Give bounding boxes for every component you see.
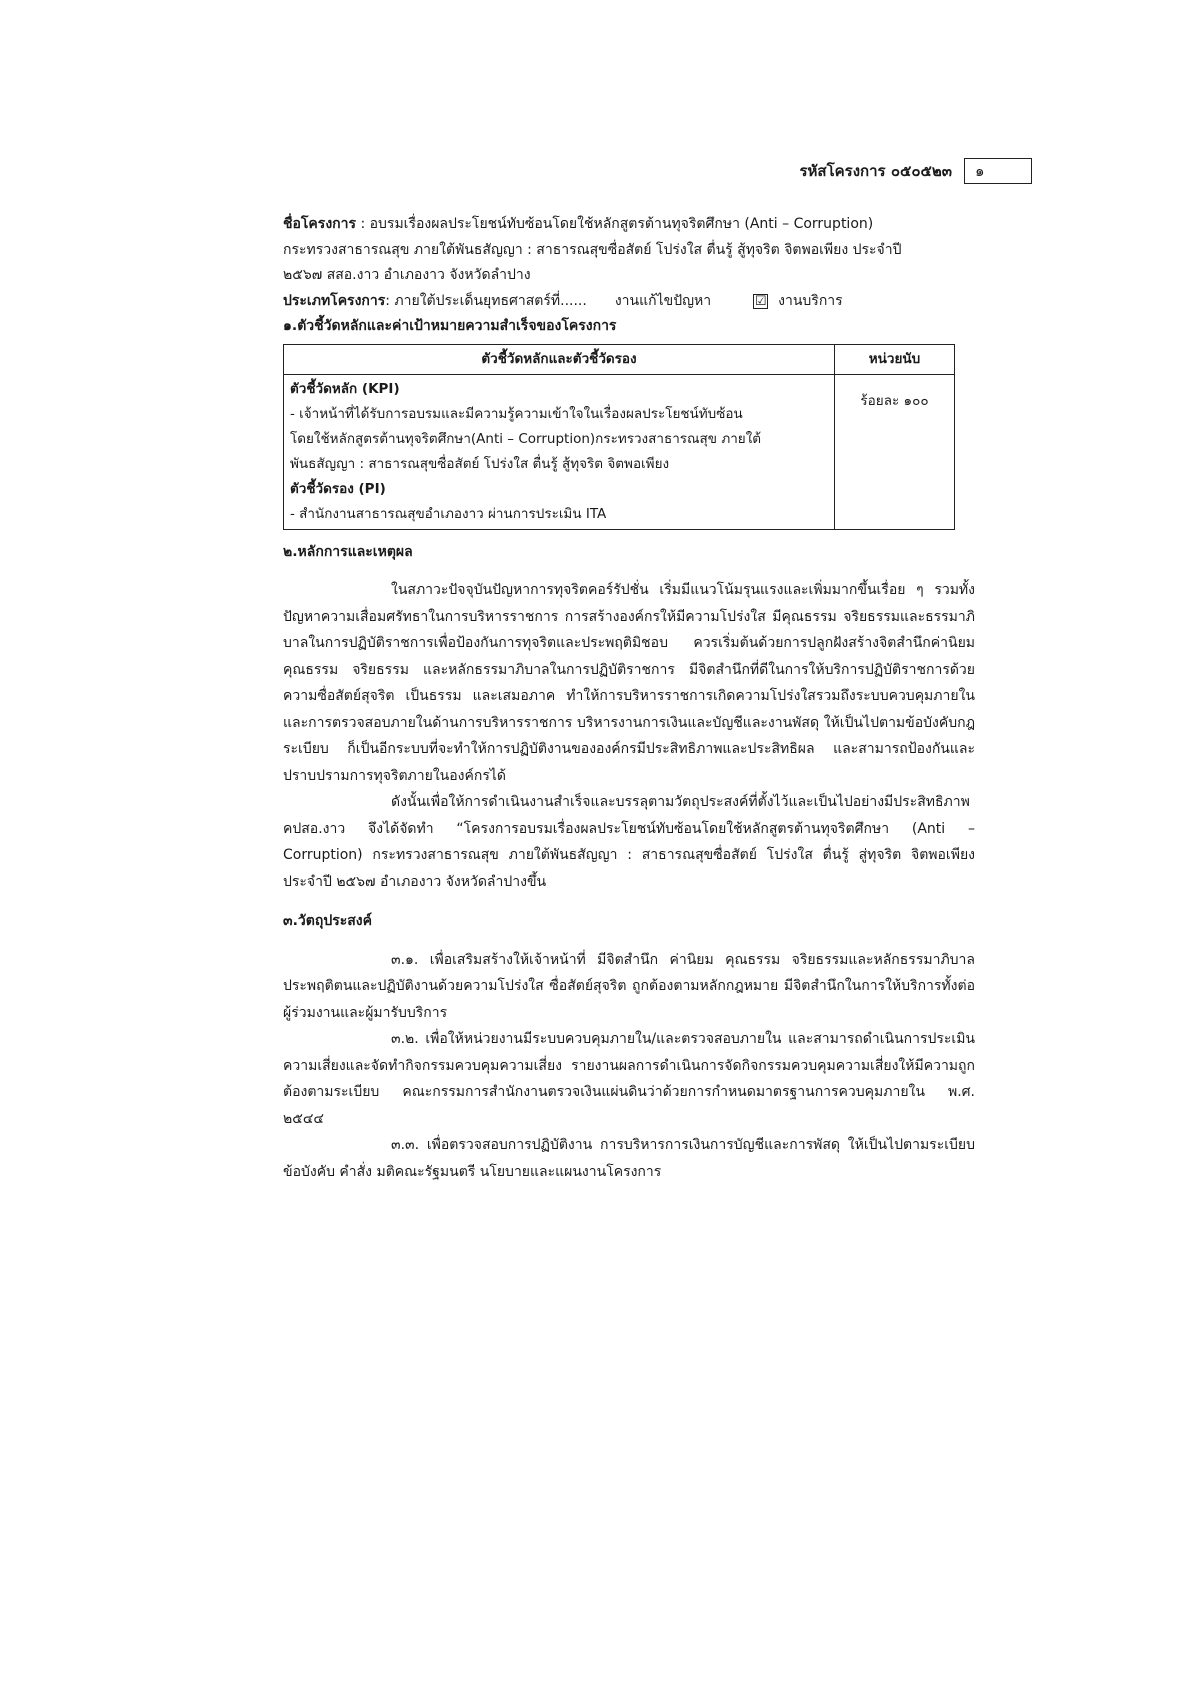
checkmark-icon: ☑ <box>754 293 767 309</box>
pi-line-1: - สำนักงานสาธารณสุขอำเภองาว ผ่านการประเมิน ITA <box>290 505 607 522</box>
kpi-line-1: - เจ้าหน้าที่ได้รับการอบรมและมีความรู้ความเข้าใจในเรื่องผลประโยชน์ทับซ้อน <box>290 405 743 422</box>
pi-label: ตัวชี้วัดรอง (PI) <box>290 480 386 497</box>
section3-heading: ๓.วัตถุประสงค์ <box>283 913 372 929</box>
project-name-line-3: ๒๕๖๗ สสอ.งาว อำเภองาว จังหวัดลำปาง <box>283 267 531 283</box>
kpi-line-2: โดยใช้หลักสูตรต้านทุจริตศึกษา(Anti – Corruption)กระทรวงสาธารณสุข ภายใต้ <box>290 430 762 447</box>
page-number-box <box>964 158 1032 184</box>
kpi-table-header-row <box>284 344 955 374</box>
kpi-line-3: พันธสัญญา : สาธารณสุขซื่อสัตย์ โปร่งใส ตื่นรู้ สู้ทุจริต จิตพอเพียง <box>290 455 670 472</box>
project-code: รหัสโครงการ ๐๕๐๕๒๓ <box>799 162 952 180</box>
unit-cell: ร้อยละ ๑๐๐ <box>835 374 955 529</box>
project-name-line <box>283 212 975 238</box>
service-checkbox <box>753 294 768 309</box>
document-body <box>283 212 975 1185</box>
project-code-header <box>799 158 1032 184</box>
project-type-label: ประเภทโครงการ <box>283 292 386 309</box>
page-number: ๑ <box>975 162 985 180</box>
rationale-paragraph-1: ในสภาวะปัจจุบันปัญหาการทุจริตคอร์รัปชั่น เริ่มมีแนวโน้มรุนแรงและเพิ่มมากขึ้นเรื่อย ๆ รวมทั้งปัญหาความเสื่อมศรัทธาในการบริหารราชการ การสร้างองค์กรให้มีความโปร่งใส มีคุณธรรม จริยธรรมและธรรมาภิบาลในการปฏิบัติราชการเพื่อป้องกันการทุจริตและประพฤติมิชอบ ควรเริ่มต้นด้วยการปลูกฝังสร้างจิตสำนึกค่านิยม คุณธรรม จริยธรรม และหลักธรรมาภิบาลในการปฏิบัติราชการ มีจิตสำนึกที่ดีในการให้บริการปฏิบัติราชการด้วยความซื่อสัตย์สุจริต เป็นธรรม และเสมอภาค ทำให้การบริหารราชการเกิดความโปร่งใสรวมถึงระบบควบคุมภายในและการตรวจสอบภายในด้านการบริหารราชการ บริหารงานการเงินและบัญชีและงานพัสดุ ให้เป็นไปตามข้อบังคับกฎ ระเบียบ ก็เป็นอีกระบบที่จะทำให้การปฏิบัติงานขององค์กรมีประสิทธิภาพและประสิทธิผล และสามารถป้องกันและปราบปรามการทุจริตภายในองค์กรได้ <box>283 582 975 784</box>
project-name-text: : อบรมเรื่องผลประโยชน์ทับซ้อนโดยใช้หลักสูตรต้านทุจริตศึกษา (Anti – Corruption) <box>356 216 874 232</box>
objective-2: ๓.๒. เพื่อให้หน่วยงานมีระบบควบคุมภายใน/และตรวจสอบภายใน และสามารถดำเนินการประเมินความเสี่ยงและจัดทำกิจกรรมควบคุมความเสี่ยง รายงานผลการดำเนินการจัดกิจกรรมควบคุมความเสี่ยงให้มีความถูกต้องตามระเบียบ คณะกรรมการสำนักงานตรวจเงินแผ่นดินว่าด้วยการกำหนดมาตรฐานการควบคุมภายใน พ.ศ. ๒๕๔๔ <box>283 1031 975 1127</box>
section1-heading: ๑.ตัวชี้วัดหลักและค่าเป้าหมายความสำเร็จของโครงการ <box>283 318 617 334</box>
kpi-table-row <box>284 374 955 529</box>
project-type-option-service: งานบริการ <box>778 292 843 309</box>
kpi-table <box>283 344 955 530</box>
objective-1: ๓.๑. เพื่อเสริมสร้างให้เจ้าหน้าที่ มีจิตสำนึก ค่านิยม คุณธรรม จริยธรรมและหลักธรรมาภิบาล ประพฤติตนและปฏิบัติงานด้วยความโปร่งใส ซื่อสัตย์สุจริต ถูกต้องตามหลักกฎหมาย มีจิตสำนึกในการให้บริการทั้งต่อผู้ร่วมงานและผู้มารับบริการ <box>283 951 975 1021</box>
project-name-label: ชื่อโครงการ <box>283 216 357 232</box>
section2-heading: ๒.หลักการและเหตุผล <box>283 543 413 560</box>
kpi-cell <box>284 374 835 529</box>
unit-col-header: หน่วยนับ <box>835 344 955 374</box>
project-type-option-problem: งานแก้ไขปัญหา <box>614 292 712 309</box>
objective-3: ๓.๓. เพื่อตรวจสอบการปฏิบัติงาน การบริหารการเงินการบัญชีและการพัสดุ ให้เป็นไปตามระเบียบข้อบังคับ คำสั่ง มติคณะรัฐมนตรี นโยบายและแผนงานโครงการ <box>283 1137 975 1180</box>
kpi-col-header: ตัวชี้วัดหลักและตัวชี้วัดรอง <box>284 344 835 374</box>
kpi-label: ตัวชี้วัดหลัก (KPI) <box>290 380 400 397</box>
project-name-line-2: กระทรวงสาธารณสุข ภายใต้พันธสัญญา : สาธารณสุขซื่อสัตย์ โปร่งใส ตื่นรู้ สู้ทุจริต จิตพอเพียง ประจำปี <box>283 241 902 258</box>
rationale-paragraph-2: ดังนั้นเพื่อให้การดำเนินงานสำเร็จและบรรลุตามวัตถุประสงค์ที่ตั้งไว้และเป็นไปอย่างมีประสิทธิภาพ คปสอ.งาว จึงได้จัดทำ “โครงการอบรมเรื่องผลประโยชน์ทับซ้อนโดยใช้หลักสูตรต้านทุจริตศึกษา (Anti – Corruption) กระทรวงสาธารณสุข ภายใต้พันธสัญญา : สาธารณสุขซื่อสัตย์ โปร่งใส ตื่นรู้ สู่ทุจริต จิตพอเพียง ประจำปี ๒๕๖๗ อำเภองาว จังหวัดลำปางขึ้น <box>283 794 975 890</box>
project-type-line <box>283 289 975 315</box>
project-type-text: : ภายใต้ประเด็นยุทธศาสตร์ที่...... <box>385 292 587 309</box>
